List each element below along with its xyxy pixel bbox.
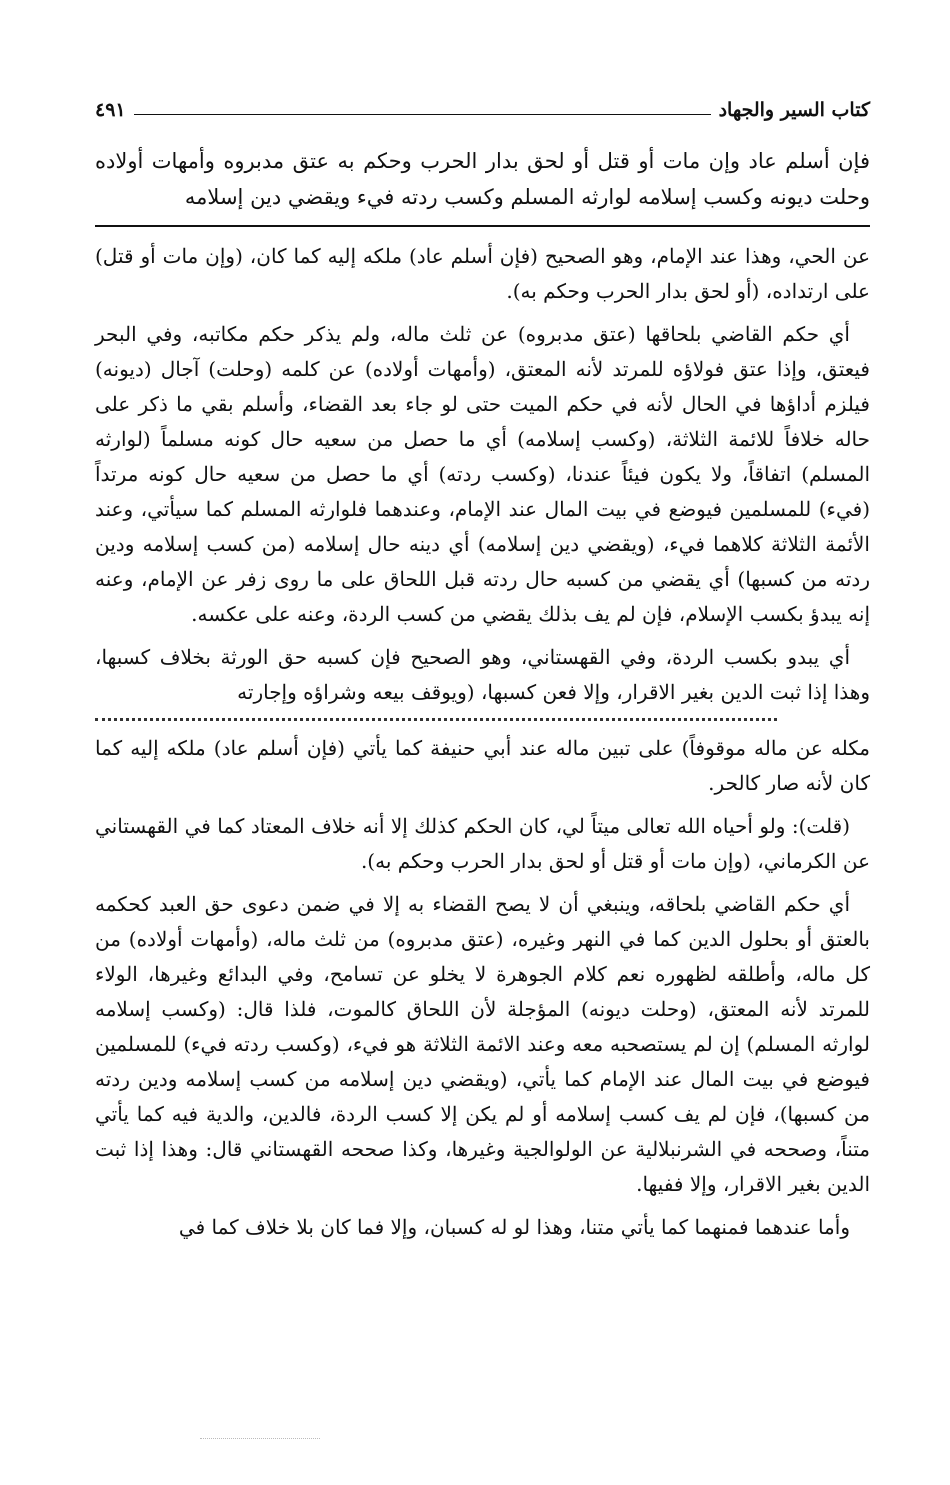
hashiya-paragraph-1: مكله عن ماله موقوفاً) على تبين ماله عند أبي حنيفة كما يأتي (فإن أسلم عاد) ملكه إليه كما كان لأنه صار كالحر.	[95, 736, 870, 795]
scan-artifact	[200, 1438, 320, 1439]
hashiya-paragraph-4: وأما عندهما فمنهما كما يأتي متنا، وهذا لو له كسبان، وإلا فما كان بلا خلاف كما في	[178, 1215, 850, 1239]
page-number: ٤٩١	[95, 99, 126, 121]
header-rule	[134, 114, 711, 115]
page	[95, 95, 870, 1253]
hashiya-paragraph-2: (قلت): ولو أحياه الله تعالى ميتاً لي، كان الحكم كذلك إلا أنه خلاف المعتاد كما في القهستاني عن الكرماني، (وإن مات أو قتل أو لحق بدار الحرب وحكم به).	[95, 814, 870, 873]
footnote-divider	[95, 718, 777, 721]
commentary-paragraph-2: أي حكم القاضي بلحاقها (عتق مدبروه) عن ثلث ماله، ولم يذكر حكم مكاتبه، وفي البحر فيعتق، وإذا عتق فولاؤه للمرتد لأنه المعتق، (وأمهات أولاده) عن كلمه (وحلت) آجال (ديونه) فيلزم أداؤها في الحال لأنه في حكم الميت حتى لو جاء بعد القضاء، وأسلم بقي ما ذكر على حاله خلافاً للائمة الثلاثة، (وكسب إسلامه) أي ما حصل من سعيه حال كونه مسلماً (لوارثه المسلم) اتفاقاً، ولا يكون فيئاً عندنا، (وكسب ردته) أي ما حصل من سعيه حال كونه مرتداً (فيء) للمسلمين فيوضع في بيت المال عند الإمام، وعندهما فلوارثه المسلم كما سيأتي، وعند الأئمة الثلاثة كلاهما فيء، (ويقضي دين إسلامه) أي دينه حال إسلامه (من كسب إسلامه ودين ردته من كسبها) أي يقضي من كسبه حال ردته قبل اللحاق على ما روى زفر عن الإمام، وعنه إنه يبدؤ بكسب الإسلام، فإن لم يف بذلك يقضي من كسب الردة، وعنه على عكسه.	[95, 322, 870, 626]
hashiya-paragraph-3: أي حكم القاضي بلحاقه، وينبغي أن لا يصح القضاء به إلا في ضمن دعوى حق العبد كحكمه بالعتق أو بحلول الدين كما في النهر وغيره، (عتق مدبروه) من ثلث ماله، (وأمهات أولاده) من كل ماله، وأطلقه لظهوره نعم كلام الجوهرة لا يخلو عن تسامح، وفي البدائع وغيرها، الولاء للمرتد لأنه المعتق، (وحلت ديونه) المؤجلة لأن اللحاق كالموت، فلذا قال: (وكسب إسلامه لوارثه المسلم) إن لم يستصحبه معه وعند الائمة الثلاثة هو فيء، (وكسب ردته فيء) للمسلمين فيوضع في بيت المال عند الإمام كما يأتي، (ويقضي دين إسلامه من كسب إسلامه ودين ردته من كسبها)، فإن لم يف كسب إسلامه أو لم يكن إلا كسب الردة، فالدين، والدية فيه كما يأتي متناً، وصححه في الشرنبلالية عن الولوالجية وغيرها، وكذا صححه القهستاني قال: وهذا إذا ثبت الدين بغير الاقرار، وإلا ففيها.	[95, 892, 870, 1196]
commentary-paragraph-1: عن الحي، وهذا عند الإمام، وهو الصحيح (فإن أسلم عاد) ملكه إليه كما كان، (وإن مات أو قتل) على ارتداده، (أو لحق بدار الحرب وحكم به).	[95, 244, 870, 303]
running-header	[95, 95, 870, 125]
matn-text: فإن أسلم عاد وإن مات أو قتل أو لحق بدار الحرب وحكم به عتق مدبروه وأمهات أولاده وحلت ديونه وكسب إسلامه لوارثه المسلم وكسب ردته فيء ويقضي دين إسلامه	[95, 149, 870, 209]
commentary-paragraph-3: أي يبدو بكسب الردة، وفي القهستاني، وهو الصحيح فإن كسبه حق الورثة بخلاف كسبها، وهذا إذا ثبت الدين بغير الاقرار، وإلا فعن كسبها، (ويوقف بيعه وشراؤه وإجارته	[95, 645, 870, 704]
section-divider	[95, 225, 870, 227]
book-title: كتاب السير والجهاد	[718, 99, 870, 121]
